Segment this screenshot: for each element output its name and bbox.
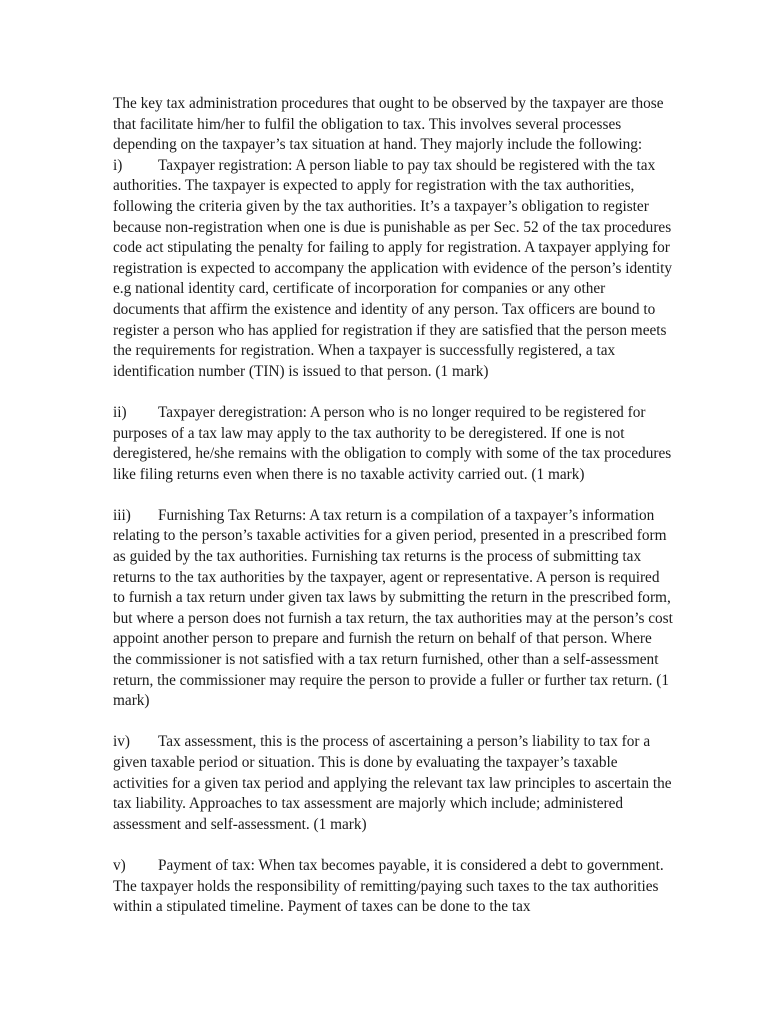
- list-item-furnishing-returns: [113, 506, 673, 712]
- list-item-number: i): [113, 156, 123, 174]
- list-item-number: ii): [113, 403, 127, 421]
- list-item-text: Tax assessment, this is the process of ascertaining a person’s liability to tax for a given taxable period or situation. This is done by evaluating the taxpayer’s taxable activities for a given tax period and applying the relevant tax law principles to ascertain the tax liability. Approaches to tax assessment are majorly which include; administered assessment and self-assessment. (1 mark): [113, 733, 672, 833]
- intro-paragraph: The key tax administration procedures that ought to be observed by the taxpayer are those that facilitate him/her to fulfil the obligation to tax. This involves several processes depending on the taxpayer’s tax situation at hand. They majorly include the following:: [113, 95, 664, 154]
- list-item-number: iii): [113, 506, 131, 524]
- list-item-text: Furnishing Tax Returns: A tax return is a compilation of a taxpayer’s information relating to the person’s taxable activities for a given period, presented in a prescribed form as guided by the tax authorities. Furnishing tax returns is the process of submitting tax returns to the tax authorities by the taxpayer, agent or representative. A person is required to furnish a tax return under given tax laws by submitting the return in the prescribed form, but where a person does not furnish a tax return, the tax authorities may at the person’s cost appoint another person to prepare and furnish the return on behalf of that person. Where the commissioner is not satisfied with a tax return furnished, other than a self-assessment return, the commissioner may require the person to provide a fuller or further tax return. (1 mark): [113, 506, 673, 710]
- document-body: [113, 94, 673, 918]
- list-item-payment-of-tax: [113, 856, 673, 918]
- list-item-text: Payment of tax: When tax becomes payable, it is considered a debt to government. The taxpayer holds the responsibility of remitting/paying such taxes to the tax authorities within a stipulated timeline. Payment of taxes can be done to the tax: [113, 856, 664, 916]
- list-item-deregistration: [113, 403, 673, 485]
- list-item-text: Taxpayer registration: A person liable to pay tax should be registered with the tax authorities. The taxpayer is expected to apply for registration with the tax authorities, following the criteria given by the tax authorities. It’s a taxpayer’s obligation to register because non-registration when one is due is punishable as per Sec. 52 of the tax procedures code act stipulating the penalty for failing to apply for registration. A taxpayer applying for registration is expected to accompany the application with evidence of the person’s identity e.g national identity card, certificate of incorporation for companies or any other documents that affirm the existence and identity of any person. Tax officers are bound to register a person who has applied for registration if they are satisfied that the person meets the requirements for registration. When a taxpayer is successfully registered, a tax identification number (TIN) is issued to that person. (1 mark): [113, 156, 673, 380]
- list-item-text: Taxpayer deregistration: A person who is no longer required to be registered for purposes of a tax law may apply to the tax authority to be deregistered. If one is not deregistered, he/she remains with the obligation to comply with some of the tax procedures like filing returns even when there is no taxable activity carried out. (1 mark): [113, 403, 672, 483]
- list-item-number: iv): [113, 733, 130, 751]
- list-item-number: v): [113, 856, 126, 874]
- list-item-tax-assessment: [113, 732, 673, 835]
- list-item-registration: [113, 156, 673, 383]
